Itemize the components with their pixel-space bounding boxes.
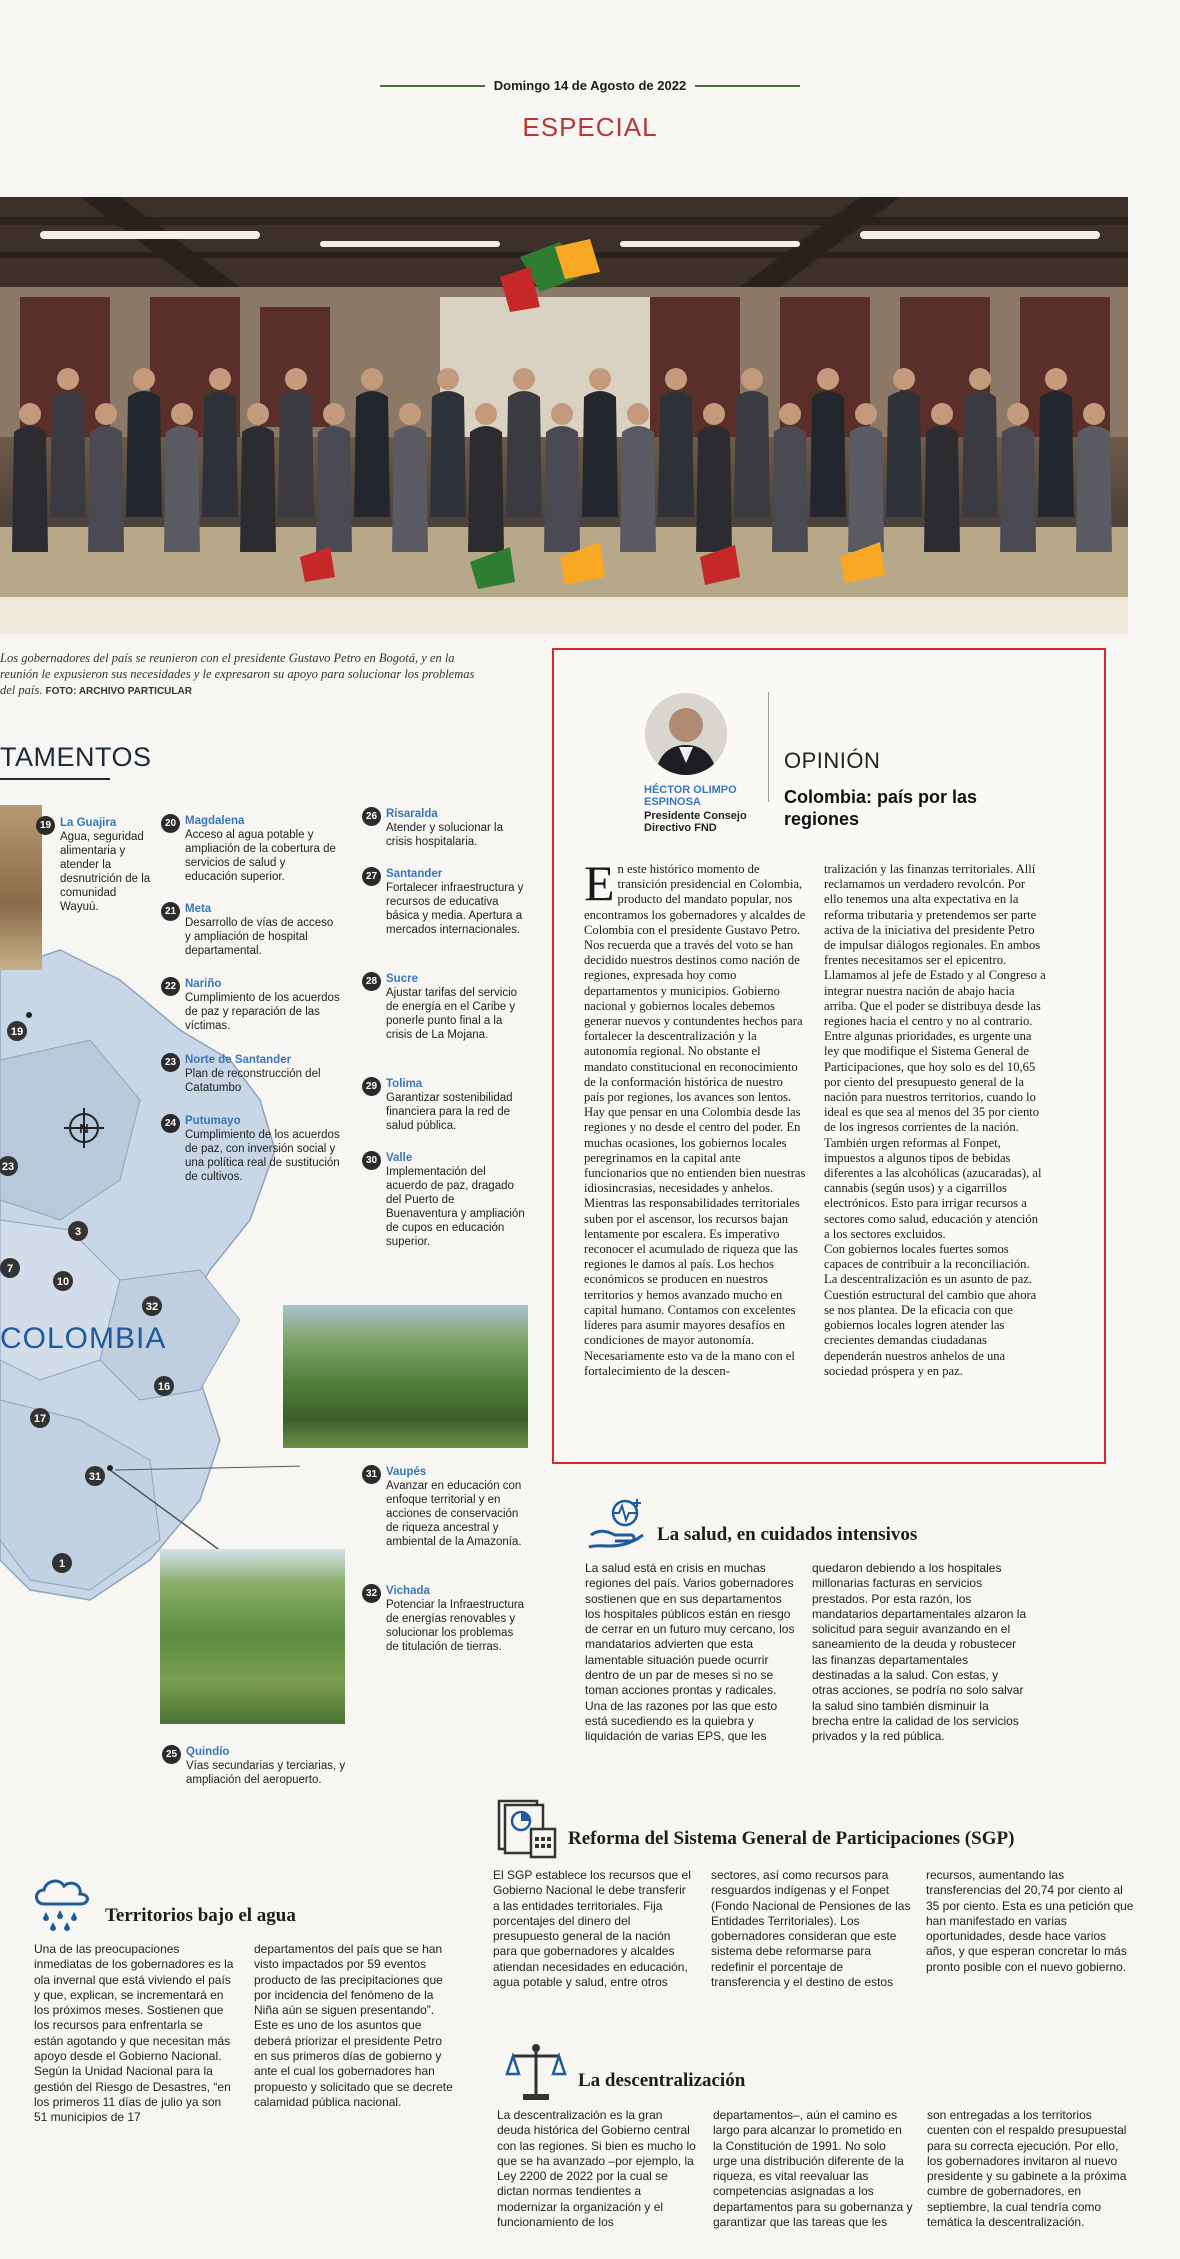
dropcap: E [584, 855, 615, 911]
territorios-title: Territorios bajo el agua [105, 1905, 296, 1926]
crowd-person-body [582, 391, 618, 517]
opinion-paragraph: n este histórico momento de transición presidencial en Colombia, producto del mandato popular, nos encontramos los gobernadores y alcaldes de Colombia con el presidente Gustavo Petro. Nos recuerda que a través del voto se han decidido nuestros destinos como nación de regiones, expresada hoy como departamentos y municipios. Gobierno nacional y gobiernos locales debemos generar nuevos y contundentes hechos para fortalecer la descentralización y la autonomía regional. No obstante el mandato constitucional en reconocimiento de la conformación histórica de nuestro país por regiones, los avances son lentos. [584, 862, 806, 1105]
dept-text: Garantizar sostenibilidad financiera para la red de salud pública. [386, 1092, 513, 1132]
territorios-column-2: departamentos del país que se han visto impactados por 59 eventos producto de las precipitaciones que por incidencia del fenómeno de la Niña aún se siguen presentando”. Este es uno de los asuntos que deberá priorizar el presidente Petro en sus primeros días de gobierno y ante el cual los gobernadores han propuesto y solicitado que se decrete calamidad pública nacional. [254, 1942, 453, 2109]
crowd-person-head [893, 368, 915, 390]
dept-item [365, 807, 526, 849]
crowd-person-head [817, 368, 839, 390]
dept-name: Tolima [386, 1078, 423, 1090]
crowd-person-body [734, 391, 770, 517]
rain-cloud-icon [30, 1874, 92, 1932]
map-marker-label: 7 [6, 1263, 14, 1275]
opinion-paragraph: Entre algunas prioridades, es urgente una ley que modifique el Sistema General de Participaciones, que hoy solo es del 10,65 por ciento del presupuesto general de la nación para nuestros territorios, cuando lo ideal es que sea al menos del 35 por ciento de los ingresos corrientes de la nación. También urgen reformas al Fonpet, impuestos a algunos tipos de bebidas diferentes a las alcohólicas (azucaradas), al cannabis (según usos) y a cigarrillos electrónicos. Esto para irrigar recursos a sectores como salud, educación y atención a los sectores excluidos. [824, 1029, 1042, 1241]
crowd-person-head [741, 368, 763, 390]
crowd-person-body [240, 426, 276, 552]
crowd-person-body [1076, 426, 1112, 552]
crowd-person-body [164, 426, 200, 552]
map-marker-label: 1 [58, 1558, 66, 1570]
crowd-person-body [468, 426, 504, 552]
crowd-person-head [437, 368, 459, 390]
map-marker [154, 1376, 174, 1396]
dept-number: 26 [362, 807, 381, 826]
group-photo-illustration [0, 197, 1128, 634]
opinion-paragraph: Llamamos al jefe de Estado y al Congreso a integrar nuestra nación de abajo hacia arriba. Que el poder se distribuya desde las regiones hacia el centro y no al contrario. [824, 968, 1046, 1029]
dept-number: 22 [161, 977, 180, 996]
territorios-column-1: Una de las preocupaciones inmediatas de los gobernadores es la ola invernal que está viviendo el país y que, explican, se incrementará en los próximos meses. Sostienen que los recursos para enfrentarla se están agotando y que necesitan más apoyo desde el Gobierno Nacional. Según la Unidad Nacional para la gestión del Riesgo de Desastres, “en los primeros 11 días de julio ya son 51 municipios de 17 [34, 1942, 234, 2125]
la-guajira-photo [0, 805, 42, 970]
dept-text: Acceso al agua potable y ampliación de la cobertura de servicios de salud y educación superior. [185, 829, 336, 883]
map-marker [53, 1271, 73, 1291]
dept-text: Cumplimiento de los acuerdos de paz y reparación de las víctimas. [185, 992, 340, 1032]
date-row [380, 76, 800, 96]
dept-text: Agua, seguridad alimentaria y atender la desnutrición de la comunidad Wayuú. [60, 831, 151, 913]
opinion-paragraph: tralización y las finanzas territoriales. Allí reclamamos un verdadero revolcón. Por ello tenemos una alta expectativa en la reforma tributaria y pretendemos ser parte activa de la iniciativa del presidente Petro de impulsar diálogos regionales. En ambos frentes necesitamos ser el epicentro. [824, 862, 1041, 968]
crowd-person-body [354, 391, 390, 517]
dept-text: Implementación del acuerdo de paz, dragado del Puerto de Buenaventura y ampliación de cupos en educación superior. [386, 1166, 525, 1248]
dept-name: Magdalena [185, 815, 245, 827]
descentralizacion-column-1: La descentralización es la gran deuda histórica del Gobierno central con las regiones. Si bien es mucho lo que se ha avanzado –por ejemplo, la Ley 2200 de 2022 por la cual se dictan normas tendientes a modernizar la organización y el funcionamiento de los [497, 2108, 696, 2230]
map-country-label: COLOMBIA [0, 1322, 167, 1355]
crowd-person-body [506, 391, 542, 517]
compass-label: N [79, 1121, 89, 1136]
map-marker-label: 32 [145, 1301, 159, 1313]
dept-number: 24 [161, 1114, 180, 1133]
crowd-person-body [620, 426, 656, 552]
opinion-column-1 [584, 855, 806, 1379]
crowd-person-body [924, 426, 960, 552]
dept-item [164, 814, 340, 884]
map-marker [68, 1221, 88, 1241]
crowd-person-head [1045, 368, 1067, 390]
crowd-person-head [627, 403, 649, 425]
dept-number: 27 [362, 867, 381, 886]
map-marker [52, 1553, 72, 1573]
dept-number: 28 [362, 972, 381, 991]
sgp-column-2: sectores, así como recursos para resguardos indígenas y el Fonpet (Fondo Nacional de Pensiones de las Entidades Territoriales). Los gobernadores consideran que este sistema debe reformarse para redefinir el porcentaje de transferencia y el destino de estos [711, 1868, 911, 1990]
salud-column-1: La salud está en crisis en muchas regiones del país. Varios gobernadores sostienen que en sus departamentos los hospitales públicos están en riesgo de cerrar en un futuro muy cercano, los mandatarios advierten que esta lamentable situación puede ocurrir dentro de un par de meses si no se toman acciones prontas y radicales. Una de las razones por las que esto está sucediendo es la quiebra y liquidación de varias EPS, que les [585, 1561, 795, 1744]
opinion-column-2 [824, 862, 1046, 1379]
crowd-person-body [1000, 426, 1036, 552]
descentralizacion-column-3: son entregadas a los territorios cuenten con el respaldo presupuestal para su correcta ejecución. Por ello, los gobernadores invitaron al nuevo presidente y su gabinete a la próxima cumbre de gobernadores, en septiembre, la cual tendría como temática la descentralización. [927, 2108, 1127, 2230]
opinion-kicker: OPINIÓN [784, 748, 881, 773]
descentralizacion-title: La descentralización [578, 2070, 746, 2091]
map-marker-label: 31 [88, 1471, 102, 1483]
crowd-person-head [665, 368, 687, 390]
map-section-title: TAMENTOS [0, 742, 152, 772]
quindio-photo [160, 1549, 345, 1724]
balance-scale-icon [505, 2042, 567, 2104]
map-marker-label: 16 [157, 1381, 171, 1393]
dept-text: Desarrollo de vías de acceso y ampliación de hospital departamental. [185, 917, 334, 957]
salud-column-2: quedaron debiendo a los hospitales millonarias facturas en servicios prestados. Por esta razón, los mandatarios departamentales alzaron la solicitud para seguir avanzando en el saneamiento de la deuda y robustecer las finanzas departamentales destinadas a la salud. Con estas, y otras acciones, se podría no solo salvar la salud sino también disminuir la brecha entre la calidad de los servicios privados y la red pública. [812, 1561, 1027, 1744]
dept-number: 29 [362, 1077, 381, 1096]
date-rule-right [695, 85, 800, 87]
crowd-person-head [247, 403, 269, 425]
dept-item [365, 1584, 526, 1654]
opinion-paragraph: Con gobiernos locales fuertes somos capaces de contribuir a la reconciliación. La descentralización es un asunto de paz. Cuestión estructural del cambio que ahora se nos plantea. De la eficacia con que gobiernos locales logren atender las crecientes demandas ciudadanas dependerán nuestros anhelos de una sociedad próspera y en paz. [824, 1242, 1037, 1378]
dept-name: Vichada [386, 1585, 430, 1597]
crowd-person-body [430, 391, 466, 517]
crowd-person-head [1007, 403, 1029, 425]
map-marker-label: 10 [56, 1276, 70, 1288]
crowd-person-head [323, 403, 345, 425]
dept-name: La Guajira [60, 817, 117, 829]
calculator-chart-icon [495, 1797, 560, 1859]
dept-item [365, 1465, 526, 1549]
photo-caption-text: Los gobernadores del país se reunieron con el presidente Gustavo Petro en Bogotá, y en la reunión le expusieron sus necesidades y le expresaron su apoyo para solucionar los problemas del país. [0, 651, 475, 697]
dept-item [39, 816, 155, 914]
crowd-person-body [544, 426, 580, 552]
crowd-person-body [658, 391, 694, 517]
dept-name: Meta [185, 903, 212, 915]
crowd-person-head [285, 368, 307, 390]
dept-name: Sucre [386, 973, 418, 985]
map-marker-label: 19 [10, 1026, 24, 1038]
section-title: ESPECIAL [522, 112, 658, 142]
opinion-divider [768, 692, 769, 802]
map-marker [30, 1408, 50, 1428]
map-marker-label: 17 [33, 1413, 47, 1425]
dept-name: Valle [386, 1152, 413, 1164]
dept-number: 25 [162, 1745, 181, 1764]
map-marker-label: 23 [1, 1161, 15, 1173]
dept-text: Fortalecer infraestructura y recursos de educativa básica y media. Apertura a mercados internacionales. [386, 882, 524, 936]
crowd-person-body [202, 391, 238, 517]
dept-name: Vaupés [386, 1466, 427, 1478]
crowd-person-head [779, 403, 801, 425]
group-photo [0, 197, 1128, 634]
health-hand-icon [585, 1495, 647, 1557]
dept-item [365, 867, 526, 937]
dept-number: 32 [362, 1584, 381, 1603]
descentralizacion-column-2: departamentos–, aún el camino es largo para alcanzar lo prometido en la Constitución de 1991. No solo urge una distribución diferente de la riqueza, es vital reevaluar las competencias asignadas a los departamentos para su gobernanza y garantizar que las tareas que les [713, 2108, 913, 2230]
crowd-person-head [361, 368, 383, 390]
crowd-person-body [12, 426, 48, 552]
dept-text: Atender y solucionar la crisis hospitalaria. [386, 822, 503, 848]
crowd-person-head [57, 368, 79, 390]
crowd-person-body [88, 426, 124, 552]
dept-number: 21 [161, 902, 180, 921]
dept-number: 19 [36, 816, 55, 835]
opinion-paragraph: Mientras las responsabilidades territoriales suben por el ascensor, los recursos bajan lentamente por escalera. Es imperativo reconocer el acumulado de riqueza que las regiones le damos al país. Los hechos económicos se producen en nuestros territorios y hemos avanzado mucho en capital humano. Contamos con excelentes líderes para asumir mayores desafíos en condiciones de mayor autonomía. [584, 1196, 800, 1348]
dept-number: 30 [362, 1151, 381, 1170]
sgp-title: Reforma del Sistema General de Participaciones (SGP) [568, 1828, 1015, 1849]
crowd-person-head [703, 403, 725, 425]
publication-date: Domingo 14 de Agosto de 2022 [493, 78, 687, 93]
sgp-column-3: recursos, aumentando las transferencias del 20,74 por ciento al 35 por ciento. Esta es una petición que han manifestado en varias oportunidades, desde hace varios años, y que esperan concretar lo más pronto posible con el nuevo gobierno. [926, 1868, 1134, 1974]
crowd-person-body [848, 426, 884, 552]
crowd-person-head [475, 403, 497, 425]
dept-name: Putumayo [185, 1115, 241, 1127]
dept-item [164, 1053, 340, 1095]
dept-number: 23 [161, 1053, 180, 1072]
crowd-person-body [1038, 391, 1074, 517]
map-marker [0, 1258, 20, 1278]
crowd-person-head [95, 403, 117, 425]
map-marker [7, 1021, 27, 1041]
crowd-person-body [810, 391, 846, 517]
crowd-person-body [316, 426, 352, 552]
dept-name: Quindío [186, 1746, 230, 1758]
map-marker-label: 3 [74, 1226, 82, 1238]
opinion-box [552, 648, 1106, 1464]
dept-text: Avanzar en educación con enfoque territorial y en acciones de conservación de riqueza ancestral y ambiental de la Amazonía. [386, 1480, 522, 1548]
crowd-person-head [855, 403, 877, 425]
forest-photo [283, 1305, 528, 1448]
crowd-person-body [696, 426, 732, 552]
crowd-person-head [19, 403, 41, 425]
opinion-paragraph: Necesariamente esto va de la mano con el fortalecimiento de la descen- [584, 1348, 795, 1378]
crowd-person-body [392, 426, 428, 552]
map-marker [142, 1296, 162, 1316]
dept-text: Potenciar la Infraestructura de energías renovables y solucionar los problemas de titulación de tierras. [386, 1599, 525, 1653]
crowd-person-head [1083, 403, 1105, 425]
dept-item [164, 902, 340, 958]
map-title-underline [0, 778, 110, 780]
salud-title: La salud, en cuidados intensivos [657, 1524, 918, 1545]
dept-number: 20 [161, 814, 180, 833]
photo-caption [0, 650, 490, 700]
dept-item [365, 972, 526, 1042]
sgp-column-1: El SGP establece los recursos que el Gobierno Nacional le debe transferir a las entidades territoriales. Fija porcentajes del dinero del presupuesto general de la nación para que gobernadores y alcaldes atiendan necesidades en educación, agua potable y salud, entre otros [493, 1868, 691, 1990]
dept-name: Risaralda [386, 808, 438, 820]
opinion-paragraph: Hay que pensar en una Colombia desde las regiones y no desde el centro del poder. En muchas ocasiones, los gobiernos locales peregrinamos en la capital ante funcionarios que no entienden bien nuestras idiosincrasias, necesidades y anhelos. [584, 1105, 806, 1196]
crowd-person-body [886, 391, 922, 517]
crowd-person-head [171, 403, 193, 425]
photo-credit: FOTO: ARCHIVO PARTICULAR [45, 686, 192, 697]
author-name: HÉCTOR OLIMPO ESPINOSA [644, 784, 737, 808]
crowd-person-body [772, 426, 808, 552]
crowd-person-head [551, 403, 573, 425]
crowd-person-head [399, 403, 421, 425]
crowd-person-head [969, 368, 991, 390]
dept-item [365, 1151, 526, 1249]
dept-item [164, 1114, 340, 1184]
opinion-title: Colombia: país por las regiones [784, 787, 978, 829]
crowd-person-body [126, 391, 162, 517]
crowd-person-head [589, 368, 611, 390]
author-avatar [645, 693, 727, 775]
crowd-person-head [209, 368, 231, 390]
dept-name: Nariño [185, 978, 222, 990]
dept-name: Norte de Santander [185, 1054, 292, 1066]
dept-text: Plan de reconstrucción del Catatumbo [185, 1068, 321, 1094]
dept-text: Cumplimiento de los acuerdos de paz, con inversión social y una política real de sustitución de cultivos. [185, 1129, 340, 1183]
dept-name: Santander [386, 868, 443, 880]
dept-item [365, 1077, 526, 1133]
dept-number: 31 [362, 1465, 381, 1484]
crowd-person-body [50, 391, 86, 517]
crowd-person-body [962, 391, 998, 517]
map-marker [85, 1466, 105, 1486]
dept-item [165, 1745, 346, 1787]
dept-item [164, 977, 340, 1033]
dept-text: Ajustar tarifas del servicio de energía en el Caribe y ponerle punto final a la crisis de La Mojana. [386, 987, 518, 1041]
crowd-person-head [513, 368, 535, 390]
dept-text: Vías secundarias y terciarias, y ampliación del aeropuerto. [186, 1760, 346, 1786]
author-role: Presidente Consejo Directivo FND [644, 810, 747, 834]
crowd-person-head [931, 403, 953, 425]
crowd-person-body [278, 391, 314, 517]
crowd-person-head [133, 368, 155, 390]
